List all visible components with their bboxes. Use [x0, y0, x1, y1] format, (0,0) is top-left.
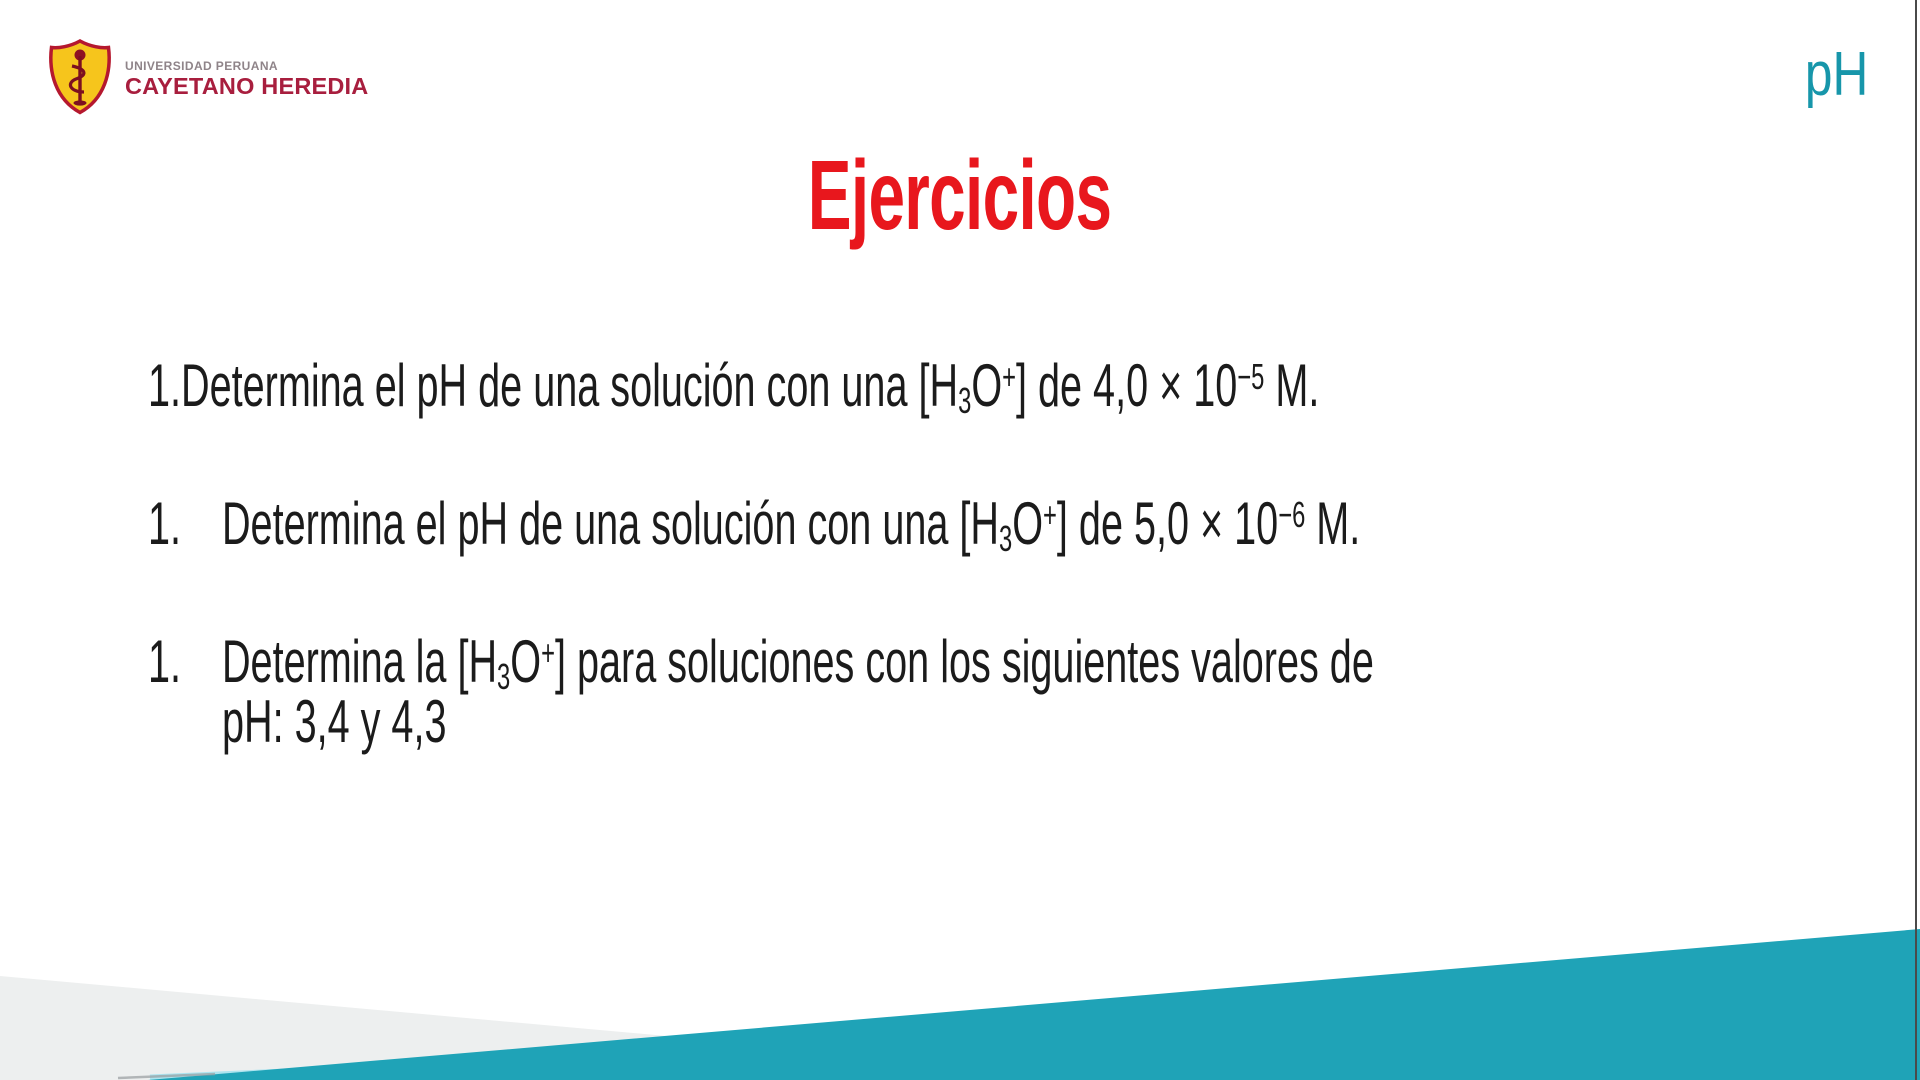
- exercise-text: Determina el pH de una solución con una $[H_3O^+]$ de $5,0 \times 10^{-6}$ M.: [221, 490, 1361, 560]
- university-name: [125, 38, 368, 100]
- exercise-number: 1.: [148, 628, 182, 695]
- exercise-item: [148, 490, 1864, 560]
- university-logo: [45, 38, 368, 116]
- corner-shadow-line: [118, 1074, 215, 1078]
- title-row: [0, 140, 1920, 250]
- teal-band-shape: [148, 929, 1920, 1080]
- university-name-top: UNIVERSIDAD PERUANA: [125, 59, 278, 73]
- light-edge-line: [150, 1041, 990, 1078]
- ph-label: pH: [1804, 40, 1868, 109]
- exercise-number: 1.: [148, 352, 182, 419]
- slide-title: Ejercicios: [808, 140, 1112, 250]
- exercise-list: [148, 352, 1864, 830]
- exercise-item: [148, 628, 1864, 755]
- exercise-item: [148, 352, 1864, 422]
- university-name-bottom: CAYETANO HEREDIA: [125, 73, 369, 99]
- university-shield-icon: [45, 38, 115, 116]
- right-edge-line: [1915, 0, 1917, 1080]
- exercise-number: 1.: [148, 490, 182, 557]
- gray-triangle-shape: [0, 976, 1155, 1080]
- exercise-text: Determina el pH de una solución con una $[H_3O^+]$ de $4,0 \times 10^{-5}$ M.: [181, 352, 1320, 422]
- exercise-text: Determina la $[H_3O^+]$ para soluciones con los siguientes valores de pH: 3,4 y 4,3: [221, 628, 1374, 755]
